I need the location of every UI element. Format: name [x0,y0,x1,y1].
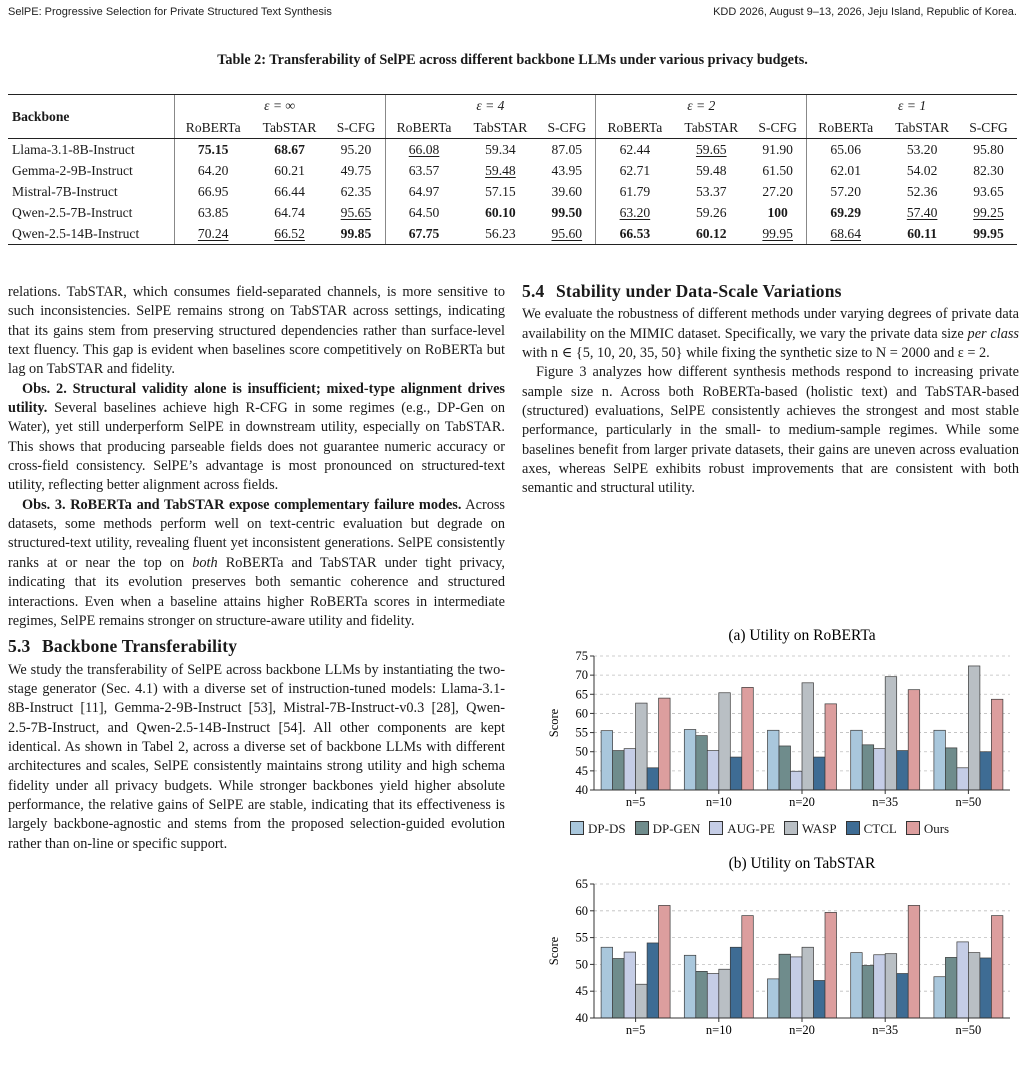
bar-ctcl [814,980,826,1018]
cell-value: 99.25 [973,204,1004,220]
cell-value: 53.37 [695,183,727,199]
cell-value: 68.64 [830,225,862,241]
cell-value: 56.23 [485,225,516,241]
bar-dp-ds [768,730,780,790]
cell-value: 61.79 [619,183,651,199]
bar-aug-pe [874,955,886,1018]
metric-header: TabSTAR [673,117,749,139]
cell-value: 63.20 [619,204,651,220]
cell-value: 68.67 [274,141,305,157]
table-cell [596,181,674,202]
bar-ours [825,704,837,790]
bar-wasp [636,703,648,790]
cell-value: 69.29 [830,204,862,220]
bar-wasp [719,969,731,1018]
bar-aug-pe [874,749,886,790]
cell-value: 57.20 [830,183,862,199]
bar-ctcl [897,974,909,1018]
table-row [8,181,1017,202]
table-cell [327,202,385,223]
metric-header: S-CFG [538,117,596,139]
bar-ctcl [897,751,909,790]
cell-value: 57.40 [906,204,938,220]
cell-value: 66.95 [197,183,229,199]
bar-ctcl [730,757,742,790]
legend-item [846,821,897,837]
table-cell [252,202,328,223]
legend-item [784,821,837,837]
cell-value: 59.48 [485,162,516,178]
table-cell [807,223,885,245]
table-cell [174,160,252,181]
metric-header: TabSTAR [884,117,960,139]
table-cell [252,181,328,202]
bar-aug-pe [791,771,803,790]
table-cell [174,181,252,202]
y-tick-label: 70 [575,668,588,683]
cell-value: 95.80 [973,141,1004,157]
table-cell [463,139,539,161]
y-tick-label: 50 [575,744,588,759]
chart-title: (b) Utility on TabSTAR [728,855,876,872]
table-cell [596,223,674,245]
bar-wasp [802,683,814,790]
cell-value: 43.95 [551,162,583,178]
cell-value: 63.57 [408,162,440,178]
metric-header: TabSTAR [252,117,328,139]
table-cell [673,223,749,245]
legend-swatch [784,821,798,835]
table-cell [884,139,960,161]
bar-aug-pe [791,957,803,1018]
running-header-left: SelPE: Progressive Selection for Private Structured Text Synthesis [8,6,332,18]
bar-ctcl [647,768,659,790]
y-tick-label: 45 [575,984,588,999]
table-caption: Table 2: Transferability of SelPE across different backbone LLMs under various privacy budgets. [217,52,808,68]
cell-value: 64.74 [274,204,305,220]
obs3-body-cont: RoBERTa and TabSTAR under tight privacy, indicating that its evolution preserves both semantic coherence and structured interactions. Even when a baseline attains higher RoBERTa scores in intermediate regimes, SelPE remains stronger on structure-aware utility and fidelity. [8,554,505,629]
metric-header: RoBERTa [807,117,885,139]
table-row [8,223,1017,245]
legend-label: DP-GEN [652,821,701,836]
cell-value: 64.97 [408,183,440,199]
cell-value: 99.50 [551,204,583,220]
bar-aug-pe [624,749,636,790]
section-number: 5.3 [8,636,31,657]
bar-dp-ds [684,730,696,790]
paragraph-obs3 [8,496,505,631]
cell-value: 75.15 [197,141,229,157]
table-cell [252,160,328,181]
legend-swatch [906,821,920,835]
cell-value: 59.48 [695,162,727,178]
bar-dp-ds [684,955,696,1018]
cell-value: 62.71 [619,162,651,178]
y-axis-label: Score [547,936,561,966]
table-cell [385,181,463,202]
legend-item [709,821,775,837]
bar-ours [659,905,671,1018]
bar-ours [742,916,754,1018]
metric-header: S-CFG [960,117,1017,139]
bar-ctcl [814,757,826,790]
cell-value: 87.05 [551,141,583,157]
bar-ctcl [980,958,992,1018]
obs3-body: Across datasets, some methods perform well on text-centric evaluation but degrade on structured-text utility, revealing fluent yet inconsistent generations. SelPE consistently ranks at or near the top on [8,496,505,571]
legend-label: WASP [801,821,837,836]
table-cell [327,160,385,181]
bar-wasp [885,954,897,1018]
legend-label: AUG-PE [727,821,775,836]
x-tick-label: n=10 [705,795,732,809]
group-header: ε = ∞ [174,95,385,118]
table-cell [174,139,252,161]
table-cell [884,202,960,223]
y-tick-label: 60 [575,903,588,918]
x-tick-label: n=20 [789,1023,815,1037]
table-cell [538,160,596,181]
metric-header: S-CFG [327,117,385,139]
table-cell [327,223,385,245]
y-tick-label: 40 [575,783,588,797]
bar-dp-ds [768,979,780,1018]
table-cell [385,202,463,223]
table-cell [749,160,807,181]
cell-value: 95.60 [551,225,583,241]
y-tick-label: 50 [575,957,588,972]
table-cell [252,139,328,161]
y-tick-label: 40 [575,1011,588,1025]
text: with n ∈ {5, 10, 20, 35, 50} while fixing the synthetic size to N = 2000 and ε = 2. [522,345,990,362]
bar-aug-pe [707,974,719,1018]
table-cell [884,223,960,245]
bar-dp-ds [601,947,613,1018]
bar-wasp [968,666,980,790]
table-cell [174,202,252,223]
cell-value: 99.85 [340,225,372,241]
section-heading-5-4 [522,282,1019,301]
left-column [8,283,505,854]
table-cell [673,160,749,181]
table-row [8,139,1017,161]
section-title: Backbone Transferability [42,636,238,657]
chart-tabstar-svg [522,850,1022,1040]
backbone-header: Backbone [8,95,174,139]
bar-ours [742,687,754,790]
cell-value: 59.26 [695,204,727,220]
obs2-title: Obs. 2. Structural validity alone is insufficient; mixed-type alignment drives utility. [8,380,505,417]
table-cell [960,223,1017,245]
section-number: 5.4 [522,281,545,301]
obs2-body: Several baselines achieve high R-CFG in some regimes (e.g., DP-Gen on Water), yet still underperform SelPE in downstream utility, especially on TabSTAR. This shows that producing parseable fields does not guarantee numeric accuracy or cross-field consistency. SelPE’s advantage is most pronounced on structured-text utility, reflecting better alignment across fields. [8,400,505,494]
y-tick-label: 75 [575,649,588,663]
table-cell [385,160,463,181]
table-cell [749,202,807,223]
bar-ours [991,916,1003,1018]
y-tick-label: 55 [575,930,588,945]
running-header-right: KDD 2026, August 9–13, 2026, Jeju Island, Republic of Korea. [713,6,1017,18]
cell-value: 93.65 [973,183,1004,199]
bar-dp-gen [945,748,957,790]
paragraph-obs2 [8,380,505,496]
table-cell [960,202,1017,223]
table-cell [673,139,749,161]
cell-value: 49.75 [340,162,372,178]
paragraph: relations. TabSTAR, which consumes field-separated channels, is more sensitive to such inconsistencies. SelPE remains strong on TabSTAR across settings, indicating that its gains stem from preserving structured dependencies rather than surface-level text fluency. This gap is evident when baselines score competitively on RoBERTa but lag on TabSTAR and fidelity. [8,284,505,378]
cell-value: 52.36 [906,183,938,199]
legend-label: CTCL [863,821,897,836]
bar-ours [825,912,837,1018]
y-tick-label: 45 [575,763,588,778]
cell-value: 66.52 [274,225,305,241]
cell-value: 67.75 [408,225,440,241]
legend-swatch [846,821,860,835]
bar-dp-gen [779,746,791,790]
bar-ctcl [980,752,992,790]
x-tick-label: n=20 [789,795,815,809]
bar-wasp [968,953,980,1018]
metric-header: RoBERTa [385,117,463,139]
bar-ctcl [730,947,742,1018]
backbone-name: Llama-3.1-8B-Instruct [12,141,135,157]
cell-value: 27.20 [762,183,793,199]
section-title: Stability under Data-Scale Variations [556,281,842,301]
cell-value: 62.01 [830,162,862,178]
table-cell [807,160,885,181]
cell-value: 60.12 [695,225,727,241]
legend-label: DP-DS [588,821,626,836]
table-row [8,160,1017,181]
cell-value: 60.10 [485,204,516,220]
backbone-name: Mistral-7B-Instruct [12,183,118,199]
table-cell [596,160,674,181]
bar-dp-gen [613,959,625,1018]
bar-aug-pe [957,768,969,790]
table-cell [884,160,960,181]
x-tick-label: n=50 [955,795,982,809]
metric-header: RoBERTa [174,117,252,139]
bar-dp-gen [945,957,957,1018]
y-tick-label: 60 [575,706,588,721]
bar-wasp [719,693,731,790]
table-cell [463,181,539,202]
group-header: ε = 1 [807,95,1017,118]
y-axis-label: Score [547,708,561,738]
cell-value: 66.53 [619,225,651,241]
bar-dp-ds [851,953,863,1018]
x-tick-label: n=5 [625,1023,646,1037]
obs3-title: Obs. 3. RoBERTa and TabSTAR expose complementary failure modes. [22,496,462,513]
cell-value: 64.50 [408,204,440,220]
cell-value: 59.65 [695,141,727,157]
bar-dp-ds [934,977,946,1018]
cell-value: 100 [767,204,788,220]
cell-value: 60.21 [274,162,305,178]
legend-item [906,821,949,837]
backbone-name: Qwen-2.5-14B-Instruct [8,223,174,245]
bar-dp-ds [851,730,863,790]
bar-aug-pe [957,942,969,1018]
legend-label: Ours [923,821,950,836]
bar-dp-ds [934,730,946,790]
backbone-name: Qwen-2.5-7B-Instruct [12,204,133,220]
table-cell [174,223,252,245]
legend-swatch [570,821,584,835]
bar-dp-gen [862,965,874,1018]
paragraph [522,305,1019,363]
right-column [522,283,1019,499]
cell-value: 54.02 [906,162,938,178]
cell-value: 70.24 [197,225,229,241]
cell-value: 39.60 [551,183,583,199]
cell-value: 64.20 [197,162,229,178]
results-table [8,94,1017,245]
bar-ours [991,699,1003,790]
y-tick-label: 65 [575,687,588,702]
cell-value: 62.35 [340,183,372,199]
table-cell [538,202,596,223]
bar-dp-ds [601,731,613,790]
x-tick-label: n=50 [955,1023,982,1037]
legend-item [635,821,701,837]
table-cell [596,202,674,223]
table-row [8,202,1017,223]
chart-title: (a) Utility on RoBERTa [728,627,876,644]
table-cell [252,223,328,245]
emphasis: per class [967,325,1019,342]
bar-wasp [802,947,814,1018]
bar-ours [908,905,920,1018]
table-cell [385,139,463,161]
table-cell [749,139,807,161]
legend-swatch [635,821,649,835]
metric-header: RoBERTa [596,117,674,139]
table-cell [807,139,885,161]
table-cell [673,202,749,223]
table-cell [960,139,1017,161]
group-header: ε = 2 [596,95,807,118]
table-cell [327,139,385,161]
bar-wasp [885,677,897,790]
bar-dp-gen [779,954,791,1018]
section-heading-5-3 [8,637,505,656]
cell-value: 59.34 [485,141,516,157]
table-cell [807,181,885,202]
table-cell [596,139,674,161]
bar-ours [659,698,671,790]
chart-tabstar [522,850,1022,1040]
cell-value: 60.11 [907,225,938,241]
cell-value: 91.90 [762,141,793,157]
chart-legend [570,821,1020,837]
cell-value: 99.95 [973,225,1004,241]
bar-ctcl [647,943,659,1018]
legend-swatch [709,821,723,835]
table-cell [673,181,749,202]
table-cell [538,181,596,202]
chart-roberta [522,622,1022,812]
metric-header: TabSTAR [463,117,539,139]
table-cell [749,223,807,245]
table-cell [463,223,539,245]
table-cell [749,181,807,202]
table-cell [960,181,1017,202]
cell-value: 95.20 [340,141,372,157]
x-tick-label: n=35 [872,1023,899,1037]
table-cell [463,202,539,223]
bar-dp-gen [696,736,708,790]
table-cell [960,160,1017,181]
cell-value: 57.15 [485,183,516,199]
y-tick-label: 65 [575,877,588,891]
paragraph: We study the transferability of SelPE across backbone LLMs by instantiating the two-stage generator (Sec. 4.1) with a diverse set of instruction-tuned models: Llama-3.1-8B-Instruct [11], Gemma-2-9B-Instruct [53], Mistral-7B-Instruct-v0.3 [28], Qwen-2.5-7B-Instruct, and Qwen-2.5-14B-Instruct [54]. All other components are kept identical. As shown in Tabel 2, across a diverse set of backbone LLMs with different architectures and scales, SelPE consistently maintains strong utility and high schema fidelity under all privacy budgets. While stronger backbones yield higher absolute performance, the relative gains of SelPE are stable, indicating that its effectiveness is largely backbone-agnostic and stems from the proposed selection-guided evolution rather than on-line or specific support. [8,661,505,852]
cell-value: 62.44 [619,141,651,157]
metric-header: S-CFG [749,117,807,139]
chart-roberta-svg [522,622,1022,812]
paragraph: Figure 3 analyzes how different synthesis methods respond to increasing private sample size n. Across both RoBERTa-based (holistic text) and TabSTAR-based (structured) evaluations, SelPE consistently achieves the strongest and most stable performance, particularly in the small- to medium-sample regimes. While some baselines benefit from larger private datasets, their gains are uneven across evaluation axes, whereas SelPE exhibits robust improvements that are consistent with both semantic and structural utility. [522,364,1019,497]
x-tick-label: n=5 [625,795,646,809]
table-cell [463,160,539,181]
bar-ours [908,690,920,790]
table-cell [884,181,960,202]
legend-item [570,821,626,837]
table-cell [807,202,885,223]
cell-value: 66.44 [274,183,305,199]
y-tick-label: 55 [575,725,588,740]
x-tick-label: n=35 [872,795,899,809]
cell-value: 95.65 [340,204,372,220]
cell-value: 65.06 [830,141,862,157]
backbone-name: Gemma-2-9B-Instruct [12,162,133,178]
bar-wasp [636,984,648,1018]
cell-value: 82.30 [973,162,1004,178]
bar-dp-gen [613,751,625,790]
table-cell [538,223,596,245]
text: We evaluate the robustness of different methods under varying degrees of private data availability on the MIMIC dataset. Specifically, we vary the private data size [522,306,1019,342]
table-cell [385,223,463,245]
bar-aug-pe [624,952,636,1018]
cell-value: 61.50 [762,162,793,178]
bar-dp-gen [862,745,874,790]
table-body [8,139,1017,245]
obs3-emphasis: both [192,554,218,571]
table-cell [327,181,385,202]
bar-dp-gen [696,971,708,1018]
bar-aug-pe [707,751,719,790]
cell-value: 63.85 [197,204,229,220]
table-cell [538,139,596,161]
cell-value: 99.95 [762,225,793,241]
x-tick-label: n=10 [705,1023,732,1037]
cell-value: 66.08 [408,141,440,157]
group-header: ε = 4 [385,95,596,118]
cell-value: 53.20 [906,141,938,157]
